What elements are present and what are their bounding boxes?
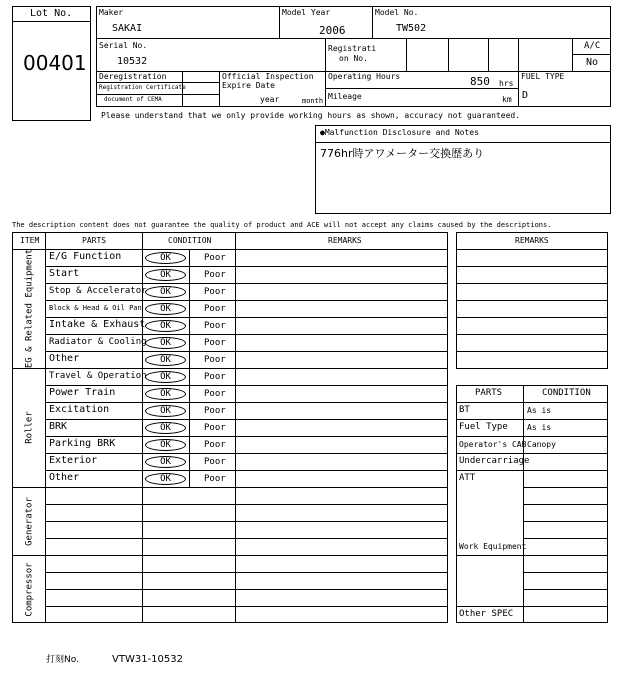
group-label-compressor: Compressor	[24, 562, 35, 617]
mileage-label: Mileage	[328, 92, 362, 101]
document-cema-label: document of CEMA	[104, 96, 162, 103]
model-year-value: 2006	[319, 24, 346, 37]
fuel-type-value: D	[522, 90, 529, 101]
condition-poor-option: Poor	[204, 287, 226, 297]
year-label: year	[260, 95, 280, 104]
condition-ok-mark: OK	[145, 439, 186, 451]
inspection-label-1: Official Inspection	[222, 72, 314, 81]
condition-poor-option: Poor	[204, 321, 226, 331]
notice-hours: Please understand that we only provide working hours as shown, accuracy not guaranteed.	[101, 111, 521, 120]
serial-no-value: 10532	[117, 56, 148, 67]
operating-hours-label: Operating Hours	[328, 72, 401, 81]
operating-hours-value: 850	[470, 75, 490, 88]
side-col-parts: PARTS	[475, 388, 503, 398]
disclaimer: The description content does not guarantee the quality of product and ACE will not accept any claims caused by the descriptions.	[12, 221, 552, 229]
part-other-roller: Other	[49, 472, 80, 483]
part-intake-exhaust: Intake & Exhaust	[49, 319, 146, 330]
model-year-label: Model Year	[282, 8, 331, 17]
part-eg-function: E/G Function	[49, 251, 122, 262]
condition-ok-mark: OK	[145, 252, 186, 264]
part-other-eg: Other	[49, 353, 80, 364]
condition-ok-mark: OK	[145, 337, 186, 349]
condition-ok-mark: OK	[145, 286, 186, 298]
condition-poor-option: Poor	[204, 457, 226, 467]
part-brk: BRK	[49, 421, 68, 432]
maker-label: Maker	[99, 8, 124, 17]
group-label-eg: EG & Related Equipment	[24, 248, 35, 369]
col-item-header: ITEM	[20, 236, 40, 245]
condition-poor-option: Poor	[204, 372, 226, 382]
malfunction-text: 776hr時アワメーター交換歴あり	[320, 147, 485, 160]
part-travel-operation: Travel & Operation	[49, 371, 147, 381]
malfunction-title: ●Malfunction Disclosure and Notes	[320, 128, 479, 137]
part-stop-accelerator: Stop & Accelerator	[49, 286, 147, 296]
condition-poor-option: Poor	[204, 253, 226, 263]
side-remarks-title: REMARKS	[515, 236, 549, 245]
ac-label: A/C	[584, 41, 601, 51]
condition-poor-option: Poor	[204, 304, 226, 314]
condition-poor-option: Poor	[204, 355, 226, 365]
condition-poor-option: Poor	[204, 423, 226, 433]
registration-label-2: on No.	[339, 54, 368, 63]
stamp-label: 打刻No.	[46, 655, 79, 665]
maker-value: SAKAI	[112, 23, 143, 34]
condition-poor-option: Poor	[204, 389, 226, 399]
lot-no-value: 00401	[23, 51, 87, 75]
condition-ok-mark: OK	[145, 456, 186, 468]
ac-value: No	[586, 57, 599, 68]
group-label-roller: Roller	[24, 411, 35, 444]
col-parts-header: PARTS	[82, 236, 107, 245]
part-excitation: Excitation	[49, 404, 110, 415]
side-cond-fuel-type: As is	[527, 423, 552, 432]
condition-ok-mark: OK	[145, 303, 186, 315]
side-part-operator-cab: Operator's CAB	[459, 440, 527, 449]
condition-ok-mark: OK	[145, 422, 186, 434]
condition-ok-mark: OK	[145, 354, 186, 366]
condition-poor-option: Poor	[204, 270, 226, 280]
col-condition-header: CONDITION	[168, 236, 212, 245]
condition-ok-mark: OK	[145, 269, 186, 281]
part-block-head-oil-pan: Block & Head & Oil Pan	[49, 304, 142, 312]
registration-label-1: Registrati	[328, 44, 377, 53]
condition-ok-mark: OK	[145, 320, 186, 332]
side-cond-bt: As is	[527, 406, 552, 415]
fuel-type-label: FUEL TYPE	[521, 72, 565, 81]
side-part-other-spec: Other SPEC	[459, 609, 514, 619]
part-exterior: Exterior	[49, 455, 98, 466]
side-part-bt: BT	[459, 405, 470, 415]
inspection-label-2: Expire Date	[222, 81, 275, 90]
condition-ok-mark: OK	[145, 405, 186, 417]
stamp-no: VTW31-10532	[112, 654, 183, 665]
condition-ok-mark: OK	[145, 388, 186, 400]
side-col-condition: CONDITION	[542, 388, 591, 398]
condition-ok-mark: OK	[145, 473, 186, 485]
side-part-fuel-type: Fuel Type	[459, 422, 508, 432]
side-part-work-equipment: Work Equipment	[459, 542, 527, 551]
side-cond-operator-cab: Canopy	[527, 440, 556, 449]
condition-poor-option: Poor	[204, 474, 226, 484]
part-radiator-cooling: Radiator & Cooling	[49, 337, 147, 347]
lot-no-label: Lot No.	[30, 8, 73, 19]
month-label: month	[302, 97, 324, 105]
registration-certificate-label: Registration Certificate	[99, 84, 186, 91]
part-start: Start	[49, 268, 80, 279]
condition-poor-option: Poor	[204, 338, 226, 348]
col-remarks-header: REMARKS	[328, 236, 362, 245]
malfunction-box	[315, 125, 611, 214]
km-label: km	[502, 95, 512, 104]
deregistration-label: Deregistration	[99, 72, 167, 81]
side-part-att: ATT	[459, 473, 476, 483]
condition-poor-option: Poor	[204, 440, 226, 450]
condition-ok-mark: OK	[145, 371, 186, 383]
serial-no-label: Serial No.	[99, 41, 148, 50]
hrs-label: hrs	[499, 79, 514, 88]
condition-poor-option: Poor	[204, 406, 226, 416]
model-no-value: TW502	[396, 23, 427, 34]
side-part-undercarriage: Undercarriage	[459, 456, 530, 466]
group-label-generator: Generator	[24, 497, 35, 546]
part-power-train: Power Train	[49, 387, 116, 398]
model-no-label: Model No.	[375, 8, 419, 17]
part-parking-brk: Parking BRK	[49, 438, 116, 449]
